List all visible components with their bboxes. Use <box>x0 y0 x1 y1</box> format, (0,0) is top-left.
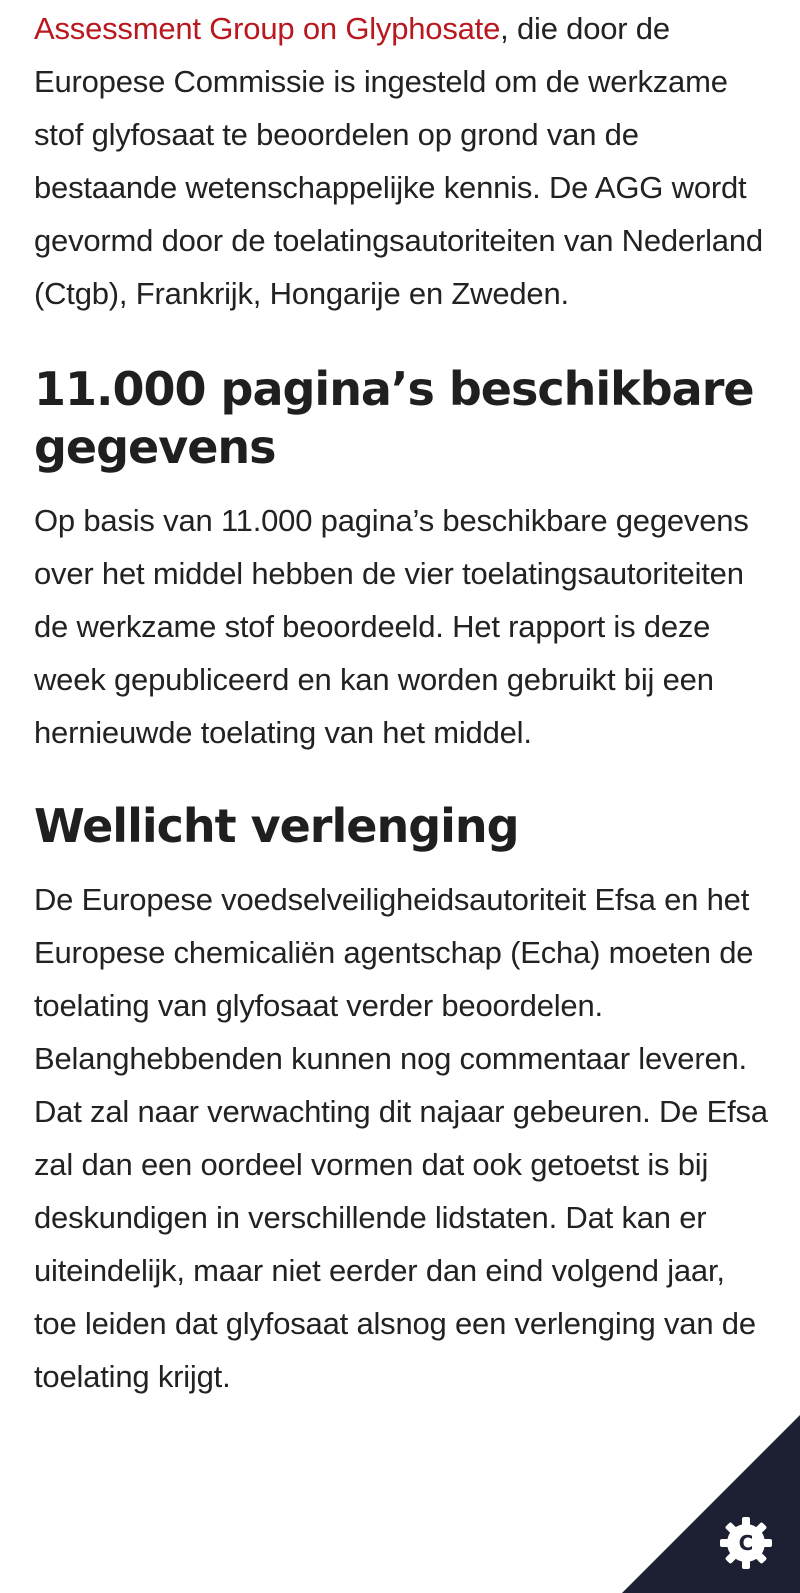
section-heading-gegevens: 11.000 pagina’s beschikbare gegevens <box>34 362 754 474</box>
intro-text: , die door de Europese Commissie is ingesteld om de werkzame stof glyfosaat te beoordelen op grond van de bestaande wetenschappelijke kennis. De AGG wordt gevormd door de toelatingsautoriteiten van Nederland (Ctgb), Frankrijk, Hongarije en Zweden. <box>34 11 763 311</box>
section-heading-verlenging: Wellicht verlenging <box>34 799 519 853</box>
assessment-group-link[interactable]: Assessment Group on Glyphosate <box>34 11 501 46</box>
section-paragraph-verlenging: De Europese voedselveiligheidsautoriteit Efsa en het Europese chemicaliën agentschap (Echa) moeten de toelating van glyfosaat verder beoordelen. Belanghebbenden kunnen nog commentaar leveren. Dat zal naar verwachting dit najaar gebeuren. De Efsa zal dan een oordeel vormen dat ook getoetst is bij deskundigen in verschillende lidstaten. Dat kan er uiteindelijk, maar niet eerder dan eind volgend jaar, toe leiden dat glyfosaat alsnog een verlenging van de toelating krijgt. <box>34 882 768 1394</box>
section-paragraph-gegevens: Op basis van 11.000 pagina’s beschikbare gegevens over het middel hebben de vier toelatingsautoriteiten de werkzame stof beoordeeld. Het rapport is deze week gepubliceerd en kan worden gebruikt bij een hernieuwde toelating van het middel. <box>34 503 749 750</box>
cookie-settings-icon <box>718 1515 774 1571</box>
intro-paragraph <box>34 2 774 320</box>
cookie-settings-button[interactable] <box>622 1415 800 1593</box>
cookie-letter: C <box>738 1531 754 1555</box>
article-body <box>34 0 774 1403</box>
